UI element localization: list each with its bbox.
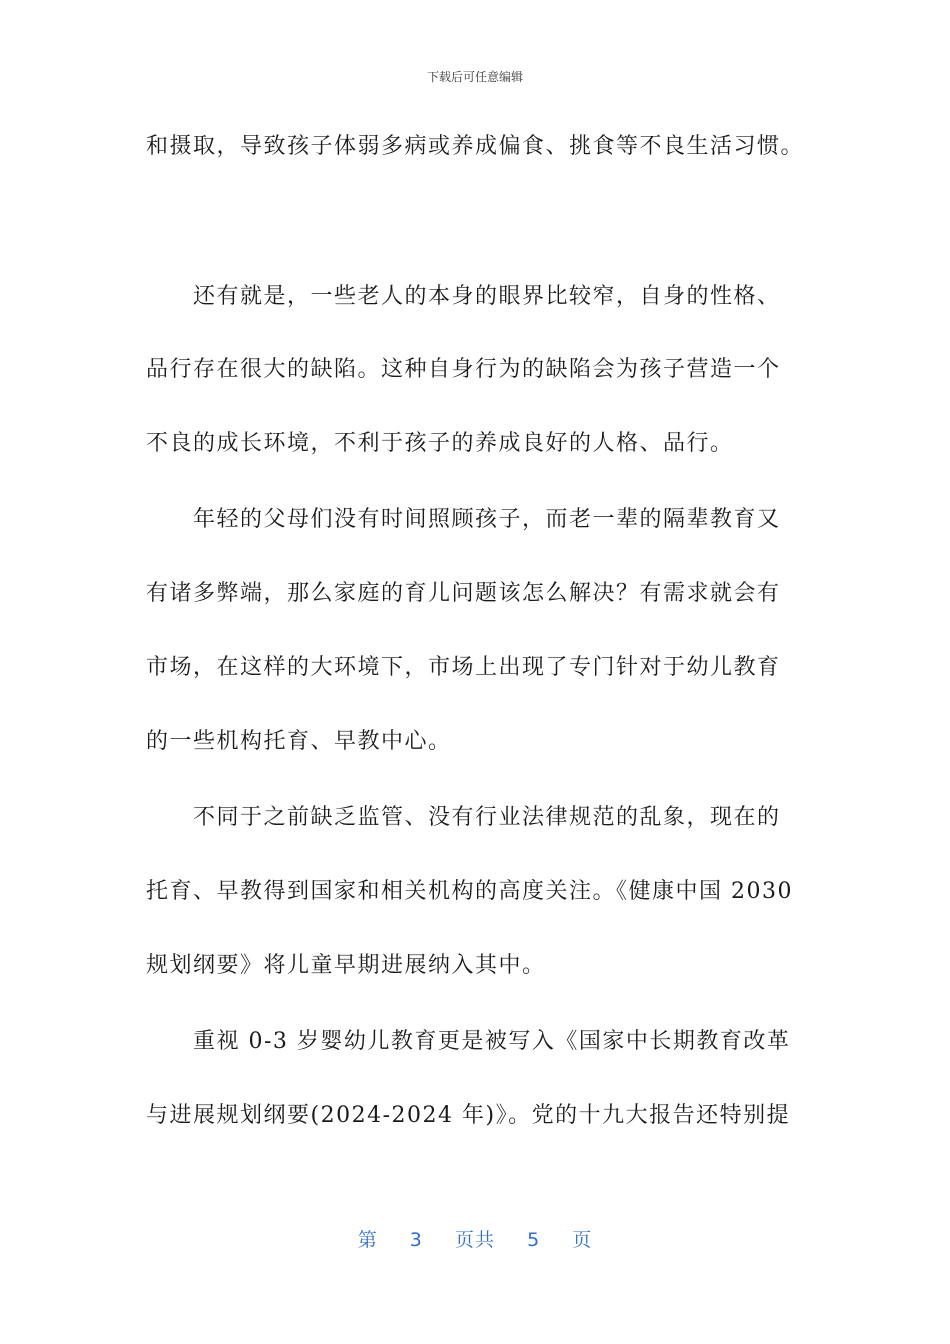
footer-total-pages: 5 bbox=[527, 1229, 541, 1251]
body-line-11: 规划纲要》将儿童早期进展纳入其中。 bbox=[146, 953, 546, 978]
body-line-9: 不同于之前缺乏监管、没有行业法律规范的乱象，现在的 bbox=[146, 805, 781, 830]
body-line-3: 品行存在很大的缺陷。这种自身行为的缺陷会为孩子营造一个 bbox=[146, 357, 781, 382]
body-line-10: 托育、早教得到国家和相关机构的高度关注。《健康中国 2030 bbox=[146, 879, 793, 904]
body-line-7: 市场，在这样的大环境下，市场上出现了专门针对于幼儿教育 bbox=[146, 655, 781, 680]
footer-middle: 页共 bbox=[454, 1229, 495, 1251]
body-line-5: 年轻的父母们没有时间照顾孩子，而老一辈的隔辈教育又 bbox=[146, 507, 781, 532]
body-line-4: 不良的成长环境，不利于孩子的养成良好的人格、品行。 bbox=[146, 431, 734, 456]
footer-suffix: 页 bbox=[572, 1229, 593, 1251]
footer-current-page: 3 bbox=[409, 1229, 423, 1251]
body-line-13: 与进展规划纲要(2024-2024 年)》。党的十九大报告还特别提 bbox=[146, 1103, 791, 1128]
body-line-1: 和摄取，导致孩子体弱多病或养成偏食、挑食等不良生活习惯。 bbox=[146, 134, 805, 159]
body-line-2: 还有就是，一些老人的本身的眼界比较窄，自身的性格、 bbox=[146, 284, 781, 309]
body-line-12: 重视 0-3 岁婴幼儿教育更是被写入《国家中长期教育改革 bbox=[146, 1029, 791, 1054]
body-line-6: 有诸多弊端，那么家庭的育儿问题该怎么解决？有需求就会有 bbox=[146, 581, 781, 606]
body-line-8: 的一些机构托育、早教中心。 bbox=[146, 729, 452, 754]
footer-prefix: 第 bbox=[357, 1229, 378, 1251]
header-note: 下载后可任意编辑 bbox=[426, 70, 523, 84]
page-footer bbox=[0, 1225, 950, 1252]
